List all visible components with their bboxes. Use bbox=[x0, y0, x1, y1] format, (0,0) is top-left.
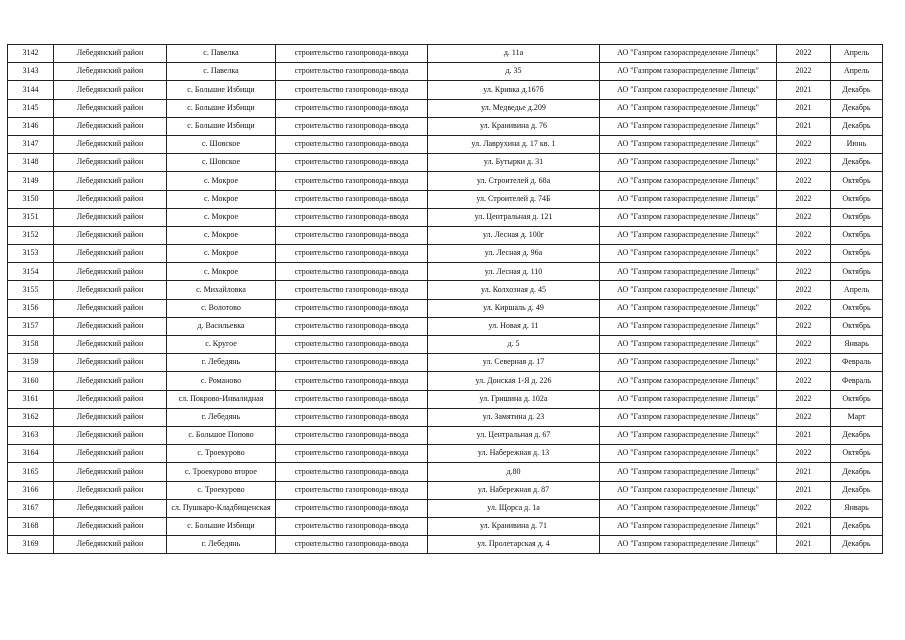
month-cell: Апрель bbox=[831, 281, 883, 299]
table-row bbox=[8, 172, 883, 190]
address-cell: ул. Киршаль д. 49 bbox=[428, 299, 600, 317]
organization-cell: АО "Газпром газораспределение Липецк" bbox=[600, 190, 777, 208]
settlement-cell: с. Большие Избищи bbox=[167, 117, 276, 135]
district-cell: Лебедянский район bbox=[54, 299, 167, 317]
settlement-cell: г. Лебедянь bbox=[167, 536, 276, 554]
table-row bbox=[8, 154, 883, 172]
year-cell: 2022 bbox=[777, 499, 831, 517]
year-cell: 2022 bbox=[777, 135, 831, 153]
year-cell: 2022 bbox=[777, 281, 831, 299]
table-row bbox=[8, 135, 883, 153]
year-cell: 2021 bbox=[777, 81, 831, 99]
year-cell: 2022 bbox=[777, 336, 831, 354]
row-number-cell: 3162 bbox=[8, 408, 54, 426]
document-sheet bbox=[7, 44, 882, 554]
address-cell: д. 5 bbox=[428, 336, 600, 354]
organization-cell: АО "Газпром газораспределение Липецк" bbox=[600, 317, 777, 335]
row-number-cell: 3163 bbox=[8, 426, 54, 444]
table-row bbox=[8, 63, 883, 81]
organization-cell: АО "Газпром газораспределение Липецк" bbox=[600, 99, 777, 117]
year-cell: 2022 bbox=[777, 45, 831, 63]
address-cell: ул. Кранивина д. 76 bbox=[428, 117, 600, 135]
row-number-cell: 3158 bbox=[8, 336, 54, 354]
year-cell: 2022 bbox=[777, 172, 831, 190]
settlement-cell: д. Васильевка bbox=[167, 317, 276, 335]
settlement-cell: с. Волотово bbox=[167, 299, 276, 317]
district-cell: Лебедянский район bbox=[54, 463, 167, 481]
district-cell: Лебедянский район bbox=[54, 81, 167, 99]
row-number-cell: 3157 bbox=[8, 317, 54, 335]
row-number-cell: 3159 bbox=[8, 354, 54, 372]
work-type-cell: строительство газопровода-ввода bbox=[276, 99, 428, 117]
work-type-cell: строительство газопровода-ввода bbox=[276, 281, 428, 299]
settlement-cell: с. Романово bbox=[167, 372, 276, 390]
work-type-cell: строительство газопровода-ввода bbox=[276, 299, 428, 317]
table-row bbox=[8, 117, 883, 135]
settlement-cell: с. Кругое bbox=[167, 336, 276, 354]
year-cell: 2022 bbox=[777, 390, 831, 408]
organization-cell: АО "Газпром газораспределение Липецк" bbox=[600, 45, 777, 63]
work-type-cell: строительство газопровода-ввода bbox=[276, 245, 428, 263]
address-cell: ул. Замятина д. 23 bbox=[428, 408, 600, 426]
address-cell: ул. Донская 1-Я д. 226 bbox=[428, 372, 600, 390]
district-cell: Лебедянский район bbox=[54, 208, 167, 226]
address-cell: ул. Бутырки д. 31 bbox=[428, 154, 600, 172]
month-cell: Декабрь bbox=[831, 536, 883, 554]
month-cell: Февраль bbox=[831, 372, 883, 390]
year-cell: 2022 bbox=[777, 317, 831, 335]
settlement-cell: с. Павелка bbox=[167, 45, 276, 63]
work-type-cell: строительство газопровода-ввода bbox=[276, 154, 428, 172]
row-number-cell: 3161 bbox=[8, 390, 54, 408]
settlement-cell: с. Мокрое bbox=[167, 226, 276, 244]
work-type-cell: строительство газопровода-ввода bbox=[276, 190, 428, 208]
work-type-cell: строительство газопровода-ввода bbox=[276, 208, 428, 226]
address-cell: д. 11а bbox=[428, 45, 600, 63]
month-cell: Декабрь bbox=[831, 99, 883, 117]
row-number-cell: 3148 bbox=[8, 154, 54, 172]
month-cell: Октябрь bbox=[831, 208, 883, 226]
row-number-cell: 3147 bbox=[8, 135, 54, 153]
organization-cell: АО "Газпром газораспределение Липецк" bbox=[600, 390, 777, 408]
organization-cell: АО "Газпром газораспределение Липецк" bbox=[600, 463, 777, 481]
table-row bbox=[8, 499, 883, 517]
district-cell: Лебедянский район bbox=[54, 263, 167, 281]
year-cell: 2022 bbox=[777, 154, 831, 172]
settlement-cell: сл. Покрово-Инвалидная bbox=[167, 390, 276, 408]
row-number-cell: 3149 bbox=[8, 172, 54, 190]
settlement-cell: г. Лебедянь bbox=[167, 354, 276, 372]
district-cell: Лебедянский район bbox=[54, 481, 167, 499]
address-cell: ул. Колхозная д. 45 bbox=[428, 281, 600, 299]
year-cell: 2022 bbox=[777, 372, 831, 390]
organization-cell: АО "Газпром газораспределение Липецк" bbox=[600, 63, 777, 81]
table-row bbox=[8, 536, 883, 554]
year-cell: 2021 bbox=[777, 99, 831, 117]
table-row bbox=[8, 481, 883, 499]
row-number-cell: 3164 bbox=[8, 445, 54, 463]
work-type-cell: строительство газопровода-ввода bbox=[276, 117, 428, 135]
year-cell: 2021 bbox=[777, 426, 831, 444]
work-type-cell: строительство газопровода-ввода bbox=[276, 536, 428, 554]
district-cell: Лебедянский район bbox=[54, 117, 167, 135]
row-number-cell: 3166 bbox=[8, 481, 54, 499]
table-row bbox=[8, 81, 883, 99]
table-row bbox=[8, 281, 883, 299]
month-cell: Декабрь bbox=[831, 117, 883, 135]
settlement-cell: с. Павелка bbox=[167, 63, 276, 81]
settlement-cell: с. Михайловка bbox=[167, 281, 276, 299]
address-cell: ул. Новая д. 11 bbox=[428, 317, 600, 335]
gas-connection-table bbox=[7, 44, 883, 554]
table-row bbox=[8, 263, 883, 281]
year-cell: 2022 bbox=[777, 63, 831, 81]
work-type-cell: строительство газопровода-ввода bbox=[276, 426, 428, 444]
district-cell: Лебедянский район bbox=[54, 317, 167, 335]
month-cell: Декабрь bbox=[831, 426, 883, 444]
organization-cell: АО "Газпром газораспределение Липецк" bbox=[600, 281, 777, 299]
district-cell: Лебедянский район bbox=[54, 336, 167, 354]
district-cell: Лебедянский район bbox=[54, 99, 167, 117]
row-number-cell: 3146 bbox=[8, 117, 54, 135]
address-cell: ул. Гришина д. 102а bbox=[428, 390, 600, 408]
work-type-cell: строительство газопровода-ввода bbox=[276, 63, 428, 81]
address-cell: ул. Медведье д.209 bbox=[428, 99, 600, 117]
settlement-cell: г. Лебедянь bbox=[167, 408, 276, 426]
table-body bbox=[8, 45, 883, 554]
address-cell: ул. Кривка д.167б bbox=[428, 81, 600, 99]
row-number-cell: 3144 bbox=[8, 81, 54, 99]
table-row bbox=[8, 245, 883, 263]
work-type-cell: строительство газопровода-ввода bbox=[276, 336, 428, 354]
work-type-cell: строительство газопровода-ввода bbox=[276, 445, 428, 463]
work-type-cell: строительство газопровода-ввода bbox=[276, 263, 428, 281]
work-type-cell: строительство газопровода-ввода bbox=[276, 499, 428, 517]
address-cell: ул. Набережная д. 87 bbox=[428, 481, 600, 499]
address-cell: ул. Северная д. 17 bbox=[428, 354, 600, 372]
district-cell: Лебедянский район bbox=[54, 390, 167, 408]
settlement-cell: с. Большие Избищи bbox=[167, 99, 276, 117]
address-cell: д.80 bbox=[428, 463, 600, 481]
table-row bbox=[8, 354, 883, 372]
district-cell: Лебедянский район bbox=[54, 154, 167, 172]
work-type-cell: строительство газопровода-ввода bbox=[276, 135, 428, 153]
district-cell: Лебедянский район bbox=[54, 445, 167, 463]
row-number-cell: 3169 bbox=[8, 536, 54, 554]
work-type-cell: строительство газопровода-ввода bbox=[276, 481, 428, 499]
address-cell: ул. Строителей д. 74Б bbox=[428, 190, 600, 208]
year-cell: 2022 bbox=[777, 354, 831, 372]
table-row bbox=[8, 208, 883, 226]
year-cell: 2021 bbox=[777, 463, 831, 481]
month-cell: Октябрь bbox=[831, 299, 883, 317]
row-number-cell: 3154 bbox=[8, 263, 54, 281]
organization-cell: АО "Газпром газораспределение Липецк" bbox=[600, 426, 777, 444]
table-row bbox=[8, 317, 883, 335]
district-cell: Лебедянский район bbox=[54, 135, 167, 153]
address-cell: д. 35 bbox=[428, 63, 600, 81]
district-cell: Лебедянский район bbox=[54, 354, 167, 372]
work-type-cell: строительство газопровода-ввода bbox=[276, 45, 428, 63]
year-cell: 2021 bbox=[777, 517, 831, 535]
district-cell: Лебедянский район bbox=[54, 372, 167, 390]
work-type-cell: строительство газопровода-ввода bbox=[276, 372, 428, 390]
row-number-cell: 3160 bbox=[8, 372, 54, 390]
month-cell: Апрель bbox=[831, 63, 883, 81]
organization-cell: АО "Газпром газораспределение Липецк" bbox=[600, 263, 777, 281]
organization-cell: АО "Газпром газораспределение Липецк" bbox=[600, 445, 777, 463]
year-cell: 2021 bbox=[777, 481, 831, 499]
month-cell: Апрель bbox=[831, 45, 883, 63]
settlement-cell: с. Большое Попово bbox=[167, 426, 276, 444]
table-row bbox=[8, 463, 883, 481]
organization-cell: АО "Газпром газораспределение Липецк" bbox=[600, 208, 777, 226]
settlement-cell: с. Мокрое bbox=[167, 263, 276, 281]
settlement-cell: с. Большие Избищи bbox=[167, 81, 276, 99]
organization-cell: АО "Газпром газораспределение Липецк" bbox=[600, 336, 777, 354]
table-row bbox=[8, 408, 883, 426]
settlement-cell: с. Троекурово bbox=[167, 481, 276, 499]
organization-cell: АО "Газпром газораспределение Липецк" bbox=[600, 154, 777, 172]
district-cell: Лебедянский район bbox=[54, 245, 167, 263]
row-number-cell: 3168 bbox=[8, 517, 54, 535]
year-cell: 2022 bbox=[777, 263, 831, 281]
organization-cell: АО "Газпром газораспределение Липецк" bbox=[600, 536, 777, 554]
organization-cell: АО "Газпром газораспределение Липецк" bbox=[600, 172, 777, 190]
organization-cell: АО "Газпром газораспределение Липецк" bbox=[600, 299, 777, 317]
month-cell: Июнь bbox=[831, 135, 883, 153]
month-cell: Февраль bbox=[831, 354, 883, 372]
year-cell: 2022 bbox=[777, 408, 831, 426]
month-cell: Октябрь bbox=[831, 390, 883, 408]
settlement-cell: с. Мокрое bbox=[167, 172, 276, 190]
month-cell: Октябрь bbox=[831, 263, 883, 281]
address-cell: ул. Лесная д. 110 bbox=[428, 263, 600, 281]
settlement-cell: с. Троекурово bbox=[167, 445, 276, 463]
settlement-cell: с. Мокрое bbox=[167, 208, 276, 226]
table-row bbox=[8, 426, 883, 444]
work-type-cell: строительство газопровода-ввода bbox=[276, 226, 428, 244]
work-type-cell: строительство газопровода-ввода bbox=[276, 354, 428, 372]
address-cell: ул. Центральная д. 67 bbox=[428, 426, 600, 444]
year-cell: 2022 bbox=[777, 190, 831, 208]
work-type-cell: строительство газопровода-ввода bbox=[276, 517, 428, 535]
settlement-cell: с. Троекурово второе bbox=[167, 463, 276, 481]
year-cell: 2022 bbox=[777, 226, 831, 244]
month-cell: Март bbox=[831, 408, 883, 426]
address-cell: ул. Кранивина д. 71 bbox=[428, 517, 600, 535]
month-cell: Декабрь bbox=[831, 517, 883, 535]
row-number-cell: 3143 bbox=[8, 63, 54, 81]
month-cell: Декабрь bbox=[831, 81, 883, 99]
organization-cell: АО "Газпром газораспределение Липецк" bbox=[600, 245, 777, 263]
district-cell: Лебедянский район bbox=[54, 408, 167, 426]
settlement-cell: с. Мокрое bbox=[167, 245, 276, 263]
month-cell: Октябрь bbox=[831, 172, 883, 190]
organization-cell: АО "Газпром газораспределение Липецк" bbox=[600, 354, 777, 372]
row-number-cell: 3145 bbox=[8, 99, 54, 117]
settlement-cell: с. Шовское bbox=[167, 154, 276, 172]
row-number-cell: 3156 bbox=[8, 299, 54, 317]
month-cell: Октябрь bbox=[831, 317, 883, 335]
work-type-cell: строительство газопровода-ввода bbox=[276, 172, 428, 190]
table-row bbox=[8, 445, 883, 463]
district-cell: Лебедянский район bbox=[54, 45, 167, 63]
district-cell: Лебедянский район bbox=[54, 499, 167, 517]
month-cell: Октябрь bbox=[831, 190, 883, 208]
organization-cell: АО "Газпром газораспределение Липецк" bbox=[600, 81, 777, 99]
district-cell: Лебедянский район bbox=[54, 517, 167, 535]
organization-cell: АО "Газпром газораспределение Липецк" bbox=[600, 117, 777, 135]
organization-cell: АО "Газпром газораспределение Липецк" bbox=[600, 135, 777, 153]
month-cell: Октябрь bbox=[831, 245, 883, 263]
month-cell: Октябрь bbox=[831, 226, 883, 244]
year-cell: 2022 bbox=[777, 299, 831, 317]
district-cell: Лебедянский район bbox=[54, 63, 167, 81]
row-number-cell: 3152 bbox=[8, 226, 54, 244]
address-cell: ул. Лесная д. 96а bbox=[428, 245, 600, 263]
table-row bbox=[8, 517, 883, 535]
table-row bbox=[8, 45, 883, 63]
settlement-cell: с. Шовское bbox=[167, 135, 276, 153]
address-cell: ул. Лесная д. 100г bbox=[428, 226, 600, 244]
row-number-cell: 3142 bbox=[8, 45, 54, 63]
table-row bbox=[8, 390, 883, 408]
settlement-cell: с. Большие Избищи bbox=[167, 517, 276, 535]
row-number-cell: 3167 bbox=[8, 499, 54, 517]
organization-cell: АО "Газпром газораспределение Липецк" bbox=[600, 481, 777, 499]
settlement-cell: сл. Пушкаро-Кладбищенская bbox=[167, 499, 276, 517]
month-cell: Январь bbox=[831, 336, 883, 354]
year-cell: 2021 bbox=[777, 536, 831, 554]
row-number-cell: 3151 bbox=[8, 208, 54, 226]
work-type-cell: строительство газопровода-ввода bbox=[276, 317, 428, 335]
settlement-cell: с. Мокрое bbox=[167, 190, 276, 208]
address-cell: ул. Лаврухина д. 17 кв. 1 bbox=[428, 135, 600, 153]
district-cell: Лебедянский район bbox=[54, 426, 167, 444]
table-row bbox=[8, 99, 883, 117]
year-cell: 2022 bbox=[777, 245, 831, 263]
month-cell: Декабрь bbox=[831, 154, 883, 172]
district-cell: Лебедянский район bbox=[54, 172, 167, 190]
district-cell: Лебедянский район bbox=[54, 226, 167, 244]
district-cell: Лебедянский район bbox=[54, 536, 167, 554]
year-cell: 2021 bbox=[777, 117, 831, 135]
address-cell: ул. Щорса д. 1а bbox=[428, 499, 600, 517]
district-cell: Лебедянский район bbox=[54, 190, 167, 208]
address-cell: ул. Строителей д. 68а bbox=[428, 172, 600, 190]
address-cell: ул. Пролетарская д. 4 bbox=[428, 536, 600, 554]
row-number-cell: 3155 bbox=[8, 281, 54, 299]
month-cell: Октябрь bbox=[831, 445, 883, 463]
organization-cell: АО "Газпром газораспределение Липецк" bbox=[600, 372, 777, 390]
table-row bbox=[8, 299, 883, 317]
month-cell: Январь bbox=[831, 499, 883, 517]
work-type-cell: строительство газопровода-ввода bbox=[276, 408, 428, 426]
row-number-cell: 3153 bbox=[8, 245, 54, 263]
table-row bbox=[8, 372, 883, 390]
month-cell: Декабрь bbox=[831, 463, 883, 481]
work-type-cell: строительство газопровода-ввода bbox=[276, 463, 428, 481]
row-number-cell: 3150 bbox=[8, 190, 54, 208]
table-row bbox=[8, 226, 883, 244]
work-type-cell: строительство газопровода-ввода bbox=[276, 81, 428, 99]
table-row bbox=[8, 336, 883, 354]
year-cell: 2022 bbox=[777, 208, 831, 226]
work-type-cell: строительство газопровода-ввода bbox=[276, 390, 428, 408]
organization-cell: АО "Газпром газораспределение Липецк" bbox=[600, 499, 777, 517]
district-cell: Лебедянский район bbox=[54, 281, 167, 299]
table-row bbox=[8, 190, 883, 208]
organization-cell: АО "Газпром газораспределение Липецк" bbox=[600, 408, 777, 426]
year-cell: 2022 bbox=[777, 445, 831, 463]
address-cell: ул. Набережная д. 13 bbox=[428, 445, 600, 463]
address-cell: ул. Центральная д. 121 bbox=[428, 208, 600, 226]
row-number-cell: 3165 bbox=[8, 463, 54, 481]
month-cell: Декабрь bbox=[831, 481, 883, 499]
organization-cell: АО "Газпром газораспределение Липецк" bbox=[600, 226, 777, 244]
organization-cell: АО "Газпром газораспределение Липецк" bbox=[600, 517, 777, 535]
